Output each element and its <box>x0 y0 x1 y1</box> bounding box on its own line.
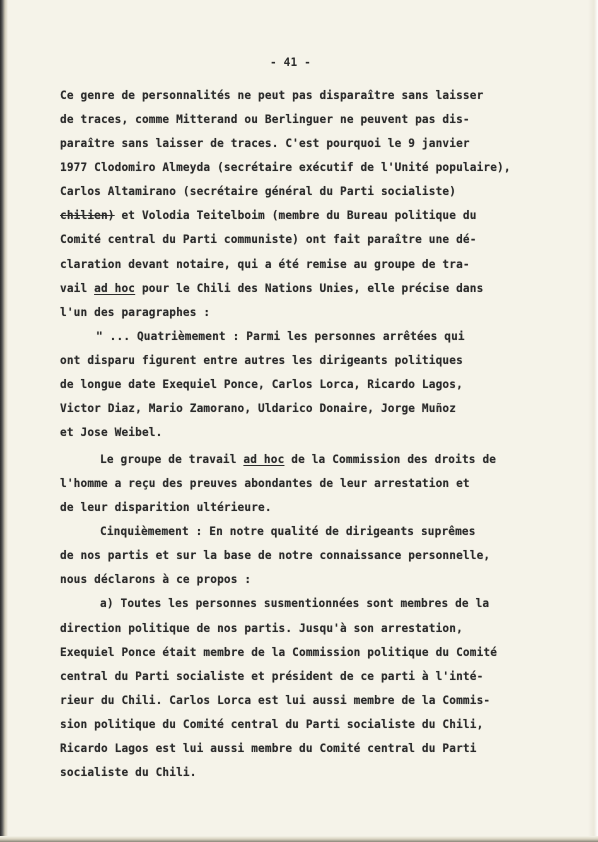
text-line: Ricardo Lagos est lui aussi membre du Comité central du Parti <box>60 742 477 755</box>
text-line <box>100 453 496 467</box>
text-line: a) Toutes les personnes susmentionnées sont membres de la <box>100 597 490 610</box>
text-line: et Jose Weibel. <box>60 426 163 439</box>
text-line: nous déclarons à ce propos : <box>60 573 252 586</box>
text-line: ont disparu figurent entre autres les dirigeants politiques <box>60 354 463 367</box>
text-line: de traces, comme Mitterand ou Berlinguer ne peuvent pas dis- <box>60 113 470 126</box>
text-line: 1977 Clodomiro Almeyda (secrétaire exécutif de l'Unité populaire), <box>60 161 511 174</box>
text-line: Ce genre de personnalités ne peut pas disparaître sans laisser <box>60 89 484 102</box>
text-span: de la Commission des droits de <box>284 453 497 466</box>
text-line: socialiste du Chili. <box>60 766 197 779</box>
text-line: Carlos Altamirano (secrétaire général du Parti socialiste) <box>60 185 457 198</box>
text-line: Exequiel Ponce était membre de la Commission politique du Comité <box>60 646 498 659</box>
text-line: sion politique du Comité central du Parti socialiste du Chili, <box>60 718 484 731</box>
text-line: l'un des paragraphes : <box>60 306 211 319</box>
text-span: pour le Chili des Nations Unies, elle précise dans <box>135 282 484 295</box>
text-line <box>60 282 483 296</box>
page-number: - 41 - <box>270 56 311 69</box>
text-line: claration devant notaire, qui a été remise au groupe de tra- <box>60 258 470 271</box>
text-line <box>60 209 477 223</box>
text-line: direction politique de nos partis. Jusqu'à son arrestation, <box>60 622 463 635</box>
text-span: Le groupe de travail <box>100 453 244 466</box>
text-line: Victor Diaz, Mario Zamorano, Uldarico Donaire, Jorge Muñoz <box>60 402 457 415</box>
text-line: Comité central du Parti communiste) ont fait paraître une dé- <box>60 233 477 246</box>
text-line: paraître sans laisser de traces. C'est pourquoi le 9 janvier <box>60 137 470 150</box>
text-span: et Volodia Teitelboim (membre du Bureau politique du <box>114 209 477 222</box>
text-line: de nos partis et sur la base de notre connaissance personnelle, <box>60 549 491 562</box>
text-span: vail <box>60 282 95 295</box>
underlined-term: ad hoc <box>243 453 285 466</box>
text-line: rieur du Chili. Carlos Lorca est lui aussi membre de la Commis- <box>60 694 491 707</box>
quote-line: " ... Quatrièmement : Parmi les personnes arrêtées qui <box>96 330 465 343</box>
text-line: central du Parti socialiste et président de ce parti à l'inté- <box>60 670 484 683</box>
text-line: de longue date Exequiel Ponce, Carlos Lorca, Ricardo Lagos, <box>60 378 463 391</box>
underlined-term: ad hoc <box>94 282 136 295</box>
text-line: Cinquièmement : En notre qualité de dirigeants suprêmes <box>100 525 476 538</box>
text-line: de leur disparition ultérieure. <box>60 501 272 514</box>
text-line: l'homme a reçu des preuves abondantes de leur arrestation et <box>60 477 470 490</box>
struck-word: chilien) <box>60 209 115 222</box>
